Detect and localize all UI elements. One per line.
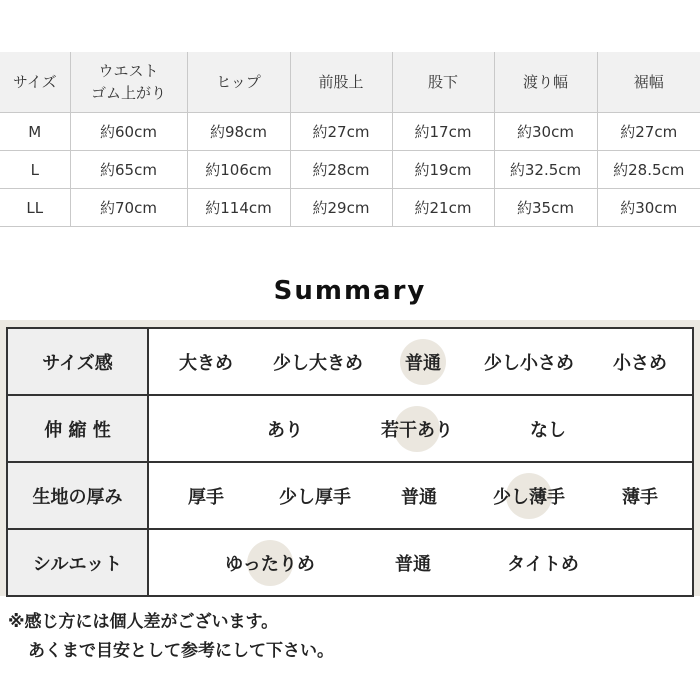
inseam-cell: 約21cm [392,189,494,227]
summary-options-cell [148,462,693,529]
summary-row-silhouette [7,529,693,596]
waist-cell: 約65cm [70,151,187,189]
table-row [0,151,700,189]
size-table-header-row [0,52,700,113]
summary-options-cell [148,328,693,395]
summary-label: 生地の厚み [7,462,148,529]
thigh-width-cell: 約30cm [494,113,597,151]
option: 薄手 [622,486,658,508]
header-hip: ヒップ [187,52,290,113]
summary-options [149,463,692,528]
note-line-1: ※感じ方には個人差がございます。 [8,612,279,632]
hip-cell: 約106cm [187,151,290,189]
option: 少し小さめ [484,352,574,374]
thigh-width-cell: 約32.5cm [494,151,597,189]
summary-label: 伸 縮 性 [7,395,148,462]
header-waist-line2: ゴム上がり [90,84,166,102]
option-selected: 若干あり [381,416,453,442]
option-selected: 普通 [405,349,441,375]
size-table [0,52,700,227]
summary-row-size-feel [7,328,693,395]
header-inseam: 股下 [392,52,494,113]
header-size: サイズ [0,52,70,113]
summary-options [149,396,692,461]
option: 普通 [401,486,437,508]
size-cell: L [0,151,70,189]
thigh-width-cell: 約35cm [494,189,597,227]
summary-options [149,530,692,595]
option: 少し大きめ [273,352,363,374]
option: 大きめ [179,352,233,374]
hip-cell: 約114cm [187,189,290,227]
hem-width-cell: 約27cm [597,113,700,151]
option-selected: ゆったりめ [225,550,315,576]
header-hem-width: 裾幅 [597,52,700,113]
table-row [0,113,700,151]
option: 厚手 [188,486,224,508]
table-row [0,189,700,227]
summary-table [6,327,694,597]
inseam-cell: 約19cm [392,151,494,189]
header-waist [70,52,187,113]
header-front-rise: 前股上 [290,52,392,113]
summary-box [0,320,700,596]
summary-row-stretch [7,395,693,462]
option: 普通 [395,553,431,575]
hem-width-cell: 約28.5cm [597,151,700,189]
option: 小さめ [613,352,667,374]
summary-label: サイズ感 [7,328,148,395]
waist-cell: 約70cm [70,189,187,227]
option: あり [267,419,303,441]
option: なし [530,419,566,441]
option: 少し厚手 [279,486,351,508]
front-rise-cell: 約28cm [290,151,392,189]
front-rise-cell: 約29cm [290,189,392,227]
size-cell: M [0,113,70,151]
summary-label: シルエット [7,529,148,596]
disclaimer-note [8,608,334,666]
summary-options-cell [148,395,693,462]
note-line-2: あくまで目安として参考にして下さい。 [28,641,334,661]
summary-options [149,329,692,394]
hip-cell: 約98cm [187,113,290,151]
header-waist-line1: ウエスト [98,62,159,80]
summary-title: Summary [273,276,427,306]
option: タイトめ [507,553,579,575]
header-thigh-width: 渡り幅 [494,52,597,113]
waist-cell: 約60cm [70,113,187,151]
hem-width-cell: 約30cm [597,189,700,227]
option-selected: 少し薄手 [493,483,565,509]
summary-options-cell [148,529,693,596]
inseam-cell: 約17cm [392,113,494,151]
summary-row-thickness [7,462,693,529]
front-rise-cell: 約27cm [290,113,392,151]
size-cell: LL [0,189,70,227]
